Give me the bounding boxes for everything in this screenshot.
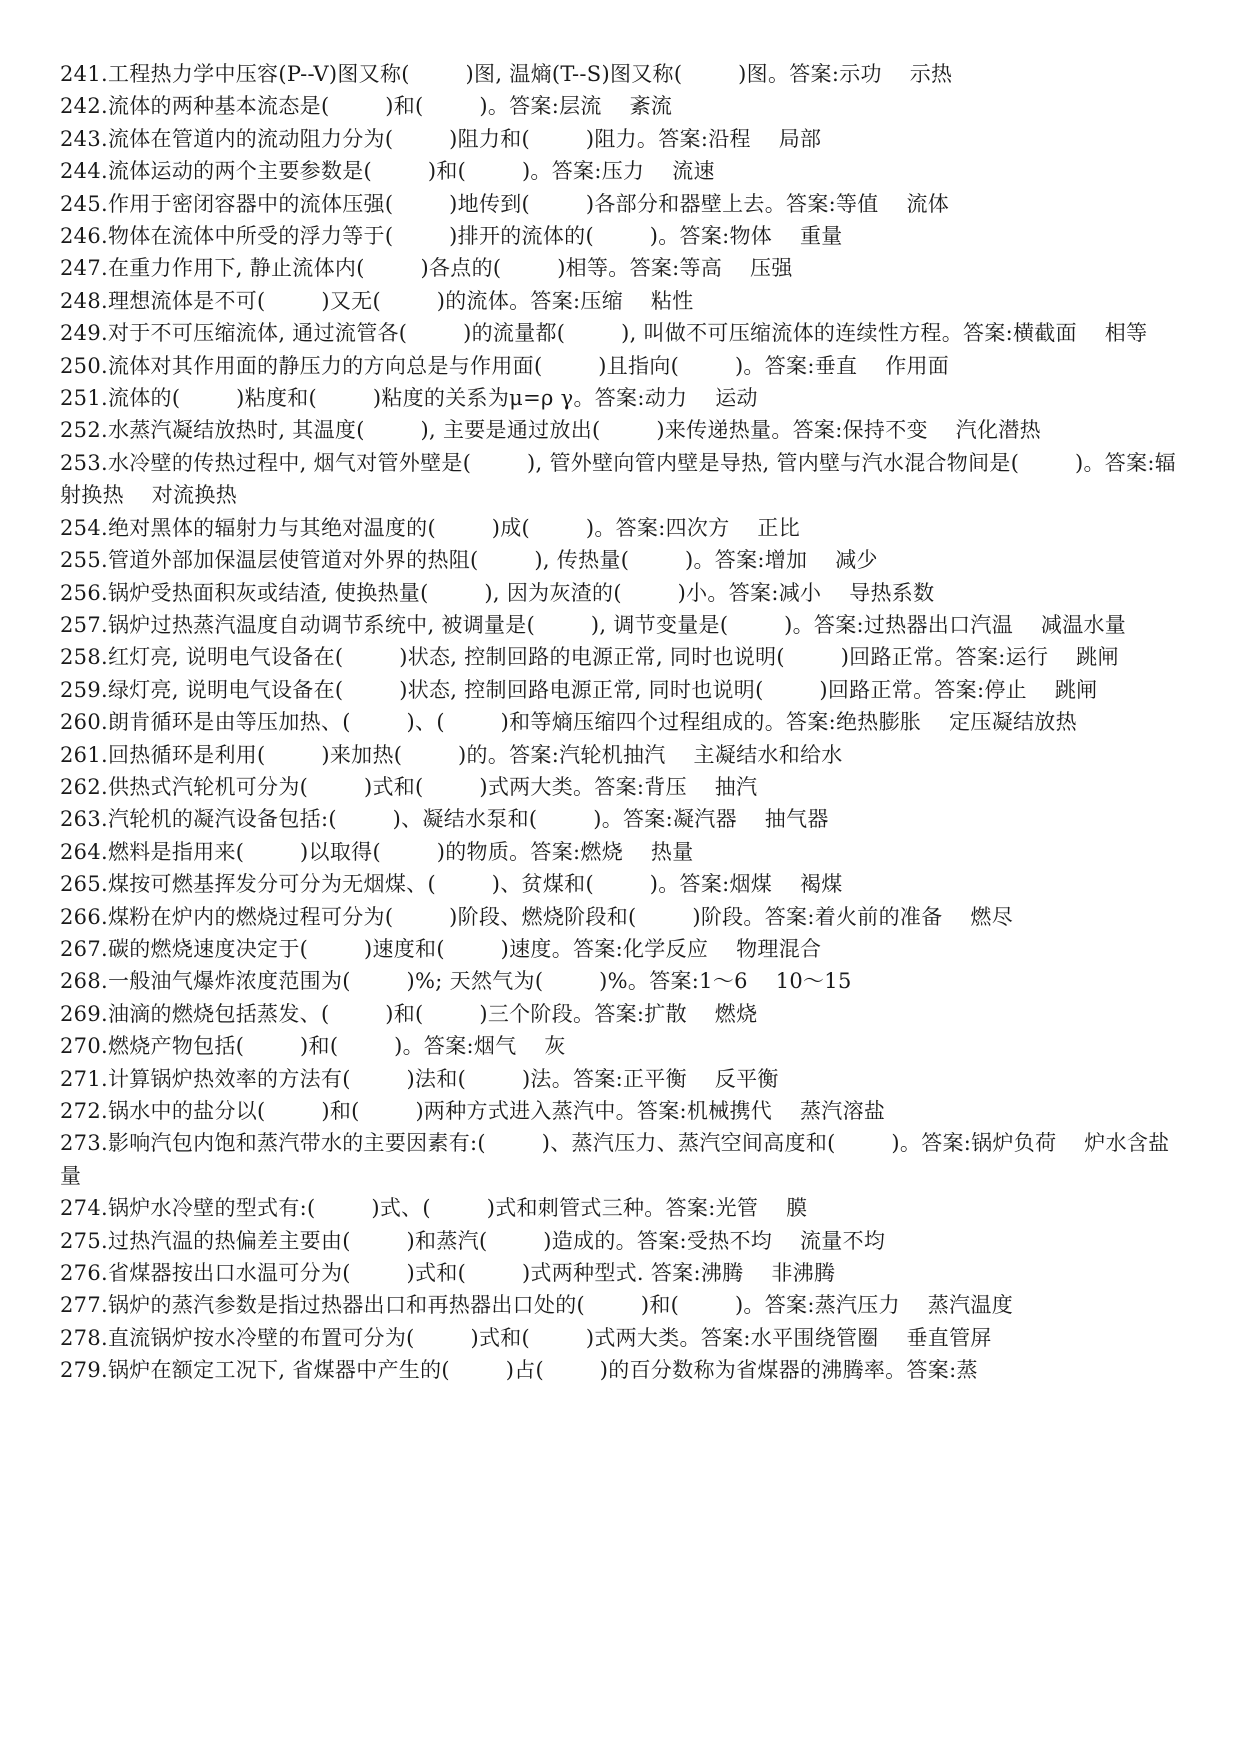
question-247: 247.在重力作用下, 静止流体内( )各点的( )相等。答案:等高 压强 (60, 256, 793, 281)
question-263: 263.汽轮机的凝汽设备包括:( )、凝结水泵和( )。答案:凝汽器 抽气器 (60, 807, 829, 832)
question-258: 258.红灯亮, 说明电气设备在( )状态, 控制回路的电源正常, 同时也说明( )回路正常。答案:运行 跳闸 (60, 645, 1119, 670)
question-265: 265.煤按可燃基挥发分可分为无烟煤、( )、贫煤和( )。答案:烟煤 褐煤 (60, 872, 843, 897)
question-244: 244.流体运动的两个主要参数是( )和( )。答案:压力 流速 (60, 159, 715, 184)
question-254: 254.绝对黑体的辐射力与其绝对温度的( )成( )。答案:四次方 正比 (60, 515, 801, 540)
question-249: 249.对于不可压缩流体, 通过流管各( )的流量都( ), 叫做不可压缩流体的连续性方程。答案:横截面 相等 (60, 321, 1148, 346)
question-248: 248.理想流体是不可( )又无( )的流体。答案:压缩 粘性 (60, 288, 694, 313)
question-259: 259.绿灯亮, 说明电气设备在( )状态, 控制回路电源正常, 同时也说明( )回路正常。答案:停止 跳闸 (60, 677, 1098, 702)
question-262: 262.供热式汽轮机可分为( )式和( )式两大类。答案:背压 抽汽 (60, 774, 758, 799)
question-255: 255.管道外部加保温层使管道对外界的热阻( ), 传热量( )。答案:增加 减少 (60, 548, 878, 573)
question-269: 269.油滴的燃烧包括蒸发、( )和( )三个阶段。答案:扩散 燃烧 (60, 1001, 758, 1026)
question-246: 246.物体在流体中所受的浮力等于( )排开的流体的( )。答案:物体 重量 (60, 224, 843, 249)
question-260: 260.朗肯循环是由等压加热、( )、( )和等熵压缩四个过程组成的。答案:绝热膨胀 定压凝结放热 (60, 710, 1077, 735)
question-278: 278.直流锅炉按水冷壁的布置可分为( )式和( )式两大类。答案:水平围绕管圈 垂直管屏 (60, 1325, 992, 1350)
question-264: 264.燃料是指用来( )以取得( )的物质。答案:燃烧 热量 (60, 839, 694, 864)
question-275: 275.过热汽温的热偏差主要由( )和蒸汽( )造成的。答案:受热不均 流量不均 (60, 1228, 886, 1253)
question-256: 256.锅炉受热面积灰或结渣, 使换热量( ), 因为灰渣的( )小。答案:减小 导热系数 (60, 580, 935, 605)
question-251: 251.流体的( )粘度和( )粘度的关系为μ=ρ γ。答案:动力 运动 (60, 386, 758, 411)
question-242: 242.流体的两种基本流态是( )和( )。答案:层流 紊流 (60, 94, 673, 119)
question-257: 257.锅炉过热蒸汽温度自动调节系统中, 被调量是( ), 调节变量是( )。答案:过热器出口汽温 减温水量 (60, 612, 1127, 637)
question-245: 245.作用于密闭容器中的流体压强( )地传到( )各部分和器壁上去。答案:等值 流体 (60, 191, 950, 216)
question-272: 272.锅水中的盐分以( )和( )两种方式进入蒸汽中。答案:机械携代 蒸汽溶盐 (60, 1099, 886, 1123)
question-266: 266.煤粉在炉内的燃烧过程可分为( )阶段、燃烧阶段和( )阶段。答案:着火前的准备 燃尽 (60, 904, 1014, 929)
question-243: 243.流体在管道内的流动阻力分为( )阻力和( )阻力。答案:沿程 局部 (60, 126, 822, 151)
question-271: 271.计算锅炉热效率的方法有( )法和( )法。答案:正平衡 反平衡 (60, 1066, 779, 1091)
question-250: 250.流体对其作用面的静压力的方向总是与作用面( )且指向( )。答案:垂直 作用面 (60, 353, 950, 378)
question-253: 253.水冷壁的传热过程中, 烟气对管外壁是( ), 管外壁向管内壁是导热, 管内壁与汽水混合物间是( )。答案:辐射换热 对流换热 (60, 450, 1177, 508)
question-276: 276.省煤器按出口水温可分为( )式和( )式两种型式. 答案:沸腾 非沸腾 (60, 1261, 836, 1286)
question-277: 277.锅炉的蒸汽参数是指过热器出口和再热器出口处的( )和( )。答案:蒸汽压力 蒸汽温度 (60, 1293, 1014, 1318)
question-270: 270.燃烧产物包括( )和( )。答案:烟气 灰 (60, 1034, 566, 1059)
question-261: 261.回热循环是利用( )来加热( )的。答案:汽轮机抽汽 主凝结水和给水 (60, 742, 843, 767)
question-252: 252.水蒸汽凝结放热时, 其温度( ), 主要是通过放出( )来传递热量。答案:保持不变 汽化潜热 (60, 418, 1041, 443)
question-274: 274.锅炉水冷壁的型式有:( )式、( )式和刺管式三种。答案:光管 膜 (60, 1196, 808, 1221)
question-267: 267.碳的燃烧速度决定于( )速度和( )速度。答案:化学反应 物理混合 (60, 936, 822, 961)
question-279: 279.锅炉在额定工况下, 省煤器中产生的( )占( )的百分数称为省煤器的沸腾率。答案:蒸 (60, 1358, 978, 1383)
question-list (60, 58, 1181, 1387)
question-268: 268.一般油气爆炸浓度范围为( )%; 天然气为( )%。答案:1～6 10～15 (60, 969, 852, 994)
question-273: 273.影响汽包内饱和蒸汽带水的主要因素有:( )、蒸汽压力、蒸汽空间高度和( )。答案:锅炉负荷 炉水含盐量 (60, 1131, 1170, 1188)
question-241: 241.工程热力学中压容(P--V)图又称( )图, 温熵(T--S)图又称( )图。答案:示功 示热 (60, 62, 953, 86)
